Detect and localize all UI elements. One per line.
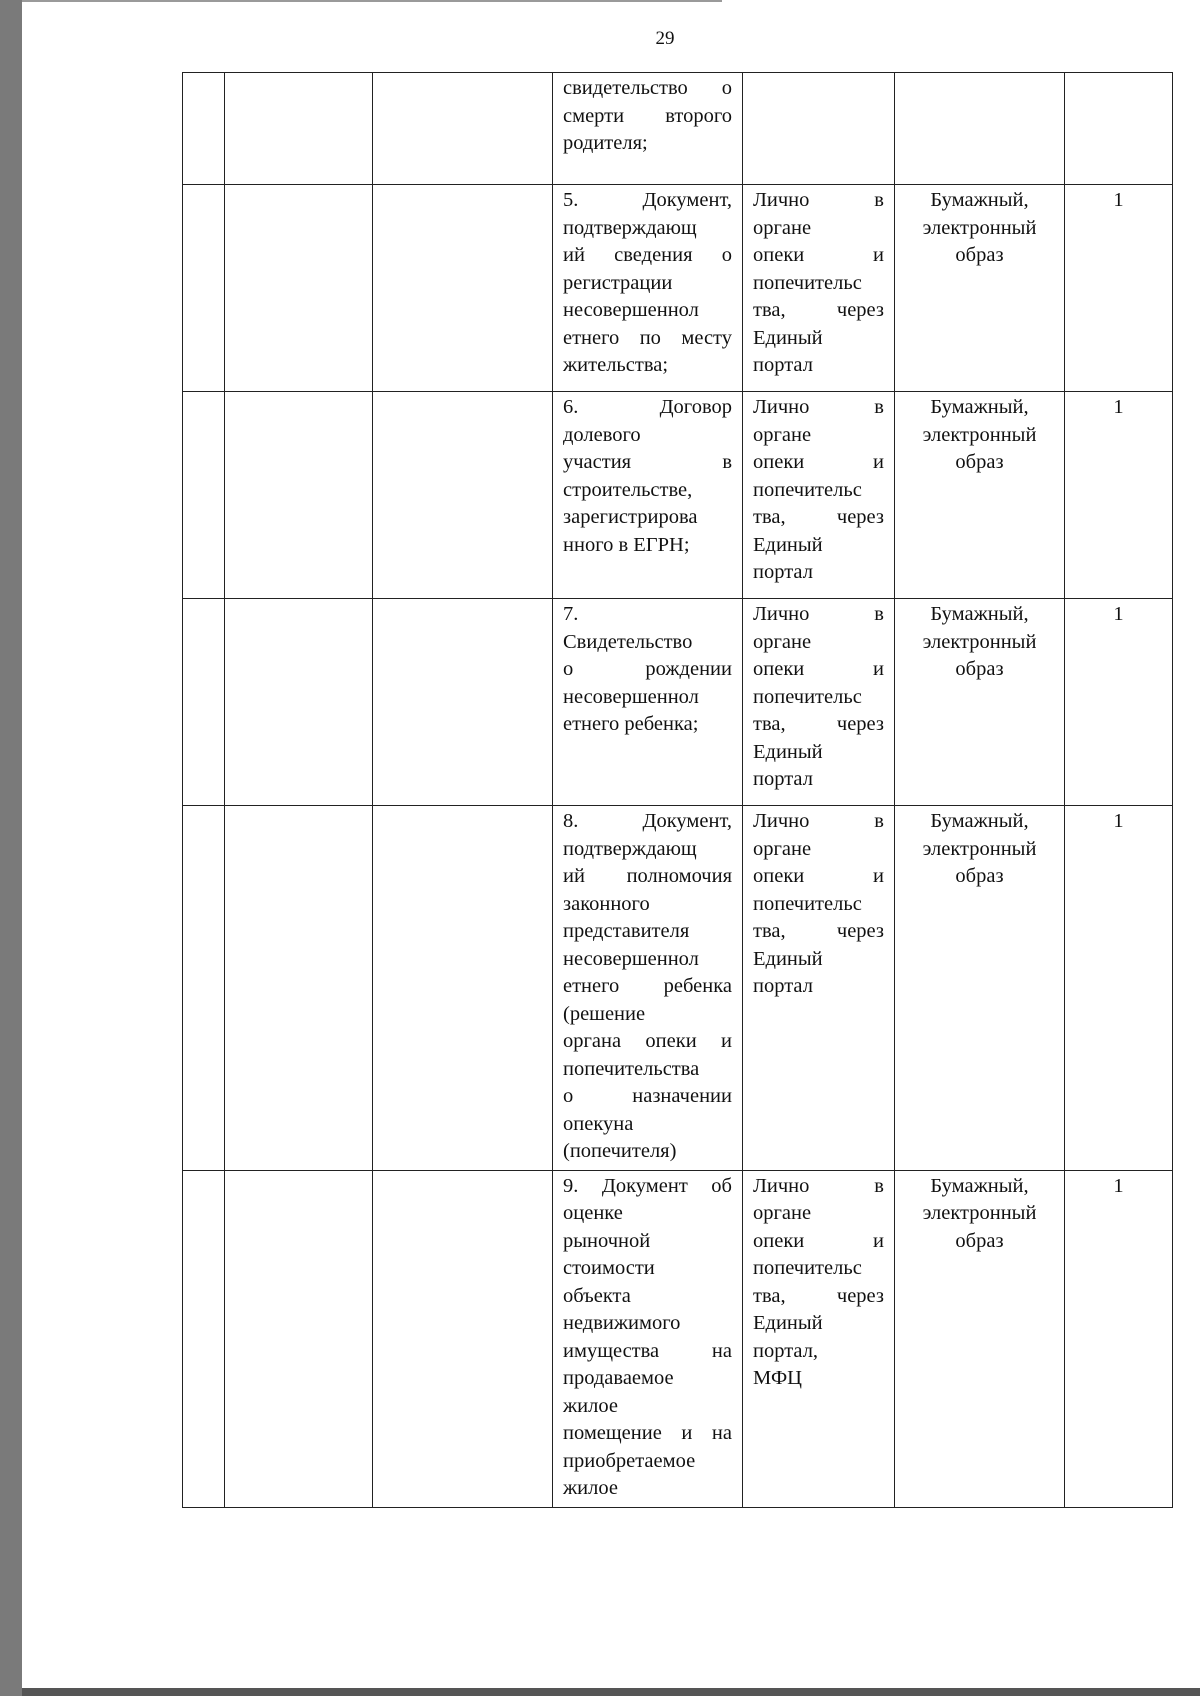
- form-line: электронный: [922, 1202, 1037, 1224]
- empty-cell-a: [183, 1170, 225, 1507]
- document-line: зарегистрирова: [563, 506, 698, 528]
- document-name-cell: [553, 806, 743, 1171]
- document-line: несовершеннол: [563, 947, 699, 970]
- document-line: законного: [563, 892, 650, 915]
- method-line: Лично в: [753, 810, 884, 832]
- document-line: несовершеннол: [563, 685, 699, 708]
- form-line: Бумажный,: [930, 189, 1029, 211]
- empty-cell-a: [183, 599, 225, 806]
- document-line: 8. Документ,: [563, 810, 732, 832]
- method-line: органе: [753, 837, 812, 860]
- document-name-cell: [553, 392, 743, 599]
- form-line: Бумажный,: [930, 810, 1029, 832]
- document-line: о назначении: [563, 1085, 732, 1107]
- document-line: органа опеки и: [563, 1030, 732, 1052]
- documents-table: [182, 72, 1173, 1508]
- document-line: объекта: [563, 1284, 631, 1307]
- method-line: опеки и: [753, 865, 884, 887]
- method-line: попечительс: [753, 271, 862, 294]
- empty-cell-c: [373, 392, 553, 599]
- document-line: представителя: [563, 920, 690, 942]
- method-line: портал: [753, 768, 813, 790]
- document-line: етнего ребенка;: [563, 713, 699, 735]
- document-name-cell: [553, 599, 743, 806]
- method-line: органе: [753, 630, 812, 653]
- submission-method-cell: [743, 1170, 895, 1507]
- method-line: Лично в: [753, 603, 884, 625]
- document-line: Свидетельство: [563, 630, 693, 653]
- method-line: органе: [753, 1202, 812, 1224]
- method-line: тва, через: [753, 506, 884, 528]
- document-line: долевого: [563, 423, 641, 446]
- method-line: портал: [753, 975, 813, 997]
- document-line: нного в ЕГРН;: [563, 533, 690, 556]
- page-number: 29: [655, 28, 675, 49]
- method-line: Единый: [753, 533, 823, 556]
- method-line: попечительс: [753, 1257, 862, 1279]
- document-line: рыночной: [563, 1229, 651, 1252]
- form-line: образ: [955, 244, 1004, 266]
- form-line: электронный: [922, 630, 1037, 653]
- table-row: [183, 599, 1173, 806]
- table-row: [183, 392, 1173, 599]
- document-line: ий сведения о: [563, 244, 732, 266]
- document-line: етнего ребенка: [563, 975, 732, 997]
- method-line: опеки и: [753, 1229, 884, 1252]
- method-line: Единый: [753, 1312, 823, 1334]
- empty-cell-b: [225, 392, 373, 599]
- form-line: Бумажный,: [930, 396, 1029, 418]
- method-line: попечительс: [753, 685, 862, 708]
- method-line: Единый: [753, 947, 823, 970]
- document-line: стоимости: [563, 1257, 655, 1279]
- document-name-cell: [553, 73, 743, 185]
- document-line: продаваемое: [563, 1367, 674, 1389]
- method-line: Лично в: [753, 1174, 884, 1197]
- document-form-cell: [895, 185, 1065, 392]
- document-line: 5. Документ,: [563, 189, 732, 211]
- document-form-cell: [895, 806, 1065, 1171]
- method-line: опеки и: [753, 244, 884, 266]
- form-line: Бумажный,: [930, 603, 1029, 625]
- empty-cell-a: [183, 392, 225, 599]
- empty-cell-a: [183, 73, 225, 185]
- document-line: (решение: [563, 1002, 646, 1025]
- form-line: образ: [955, 451, 1004, 473]
- form-line: образ: [955, 1229, 1004, 1252]
- empty-cell-b: [225, 185, 373, 392]
- document-line: строительстве,: [563, 478, 693, 501]
- form-line: электронный: [922, 216, 1037, 239]
- document-line: помещение и на: [563, 1422, 732, 1444]
- method-line: органе: [753, 216, 812, 239]
- document-line: жилое: [563, 1477, 618, 1499]
- document-form-cell: [895, 599, 1065, 806]
- copies-count-cell: 1: [1065, 806, 1173, 1171]
- empty-cell-b: [225, 806, 373, 1171]
- empty-cell-a: [183, 806, 225, 1171]
- document-line: смерти второго: [563, 104, 732, 127]
- document-name-cell: [553, 1170, 743, 1507]
- document-line: участия в: [563, 451, 732, 473]
- scan-margin-bottom: [22, 1688, 1200, 1696]
- submission-method-cell: [743, 599, 895, 806]
- document-line: опекуна: [563, 1112, 634, 1135]
- table-row: [183, 1170, 1173, 1507]
- form-line: электронный: [922, 837, 1037, 860]
- table-row: [183, 806, 1173, 1171]
- method-line: тва, через: [753, 299, 884, 321]
- form-line: образ: [955, 865, 1004, 887]
- document-line: попечительства: [563, 1057, 700, 1080]
- document-line: подтверждающ: [563, 837, 697, 860]
- copies-count-cell: [1065, 73, 1173, 185]
- empty-cell-c: [373, 73, 553, 185]
- method-line: МФЦ: [753, 1367, 802, 1389]
- empty-cell-b: [225, 599, 373, 806]
- method-line: портал,: [753, 1339, 819, 1362]
- empty-cell-c: [373, 806, 553, 1171]
- document-line: ий полномочия: [563, 865, 732, 887]
- copies-count-cell: 1: [1065, 392, 1173, 599]
- table-row: [183, 73, 1173, 185]
- scan-margin-left: [0, 0, 22, 1696]
- document-line: регистрации: [563, 271, 673, 294]
- copies-count-cell: 1: [1065, 185, 1173, 392]
- empty-cell-a: [183, 185, 225, 392]
- form-line: электронный: [922, 423, 1037, 446]
- document-name-cell: [553, 185, 743, 392]
- document-form-cell: [895, 392, 1065, 599]
- submission-method-cell: [743, 392, 895, 599]
- document-line: жительства;: [563, 354, 669, 376]
- method-line: портал: [753, 354, 813, 376]
- method-line: Единый: [753, 740, 823, 763]
- method-line: попечительс: [753, 478, 862, 501]
- document-line: родителя;: [563, 132, 648, 154]
- submission-method-cell: [743, 806, 895, 1171]
- method-line: Единый: [753, 326, 823, 349]
- method-line: органе: [753, 423, 812, 446]
- method-line: Лично в: [753, 189, 884, 211]
- document-line: несовершеннол: [563, 299, 699, 321]
- method-line: тва, через: [753, 1284, 884, 1307]
- copies-count-cell: 1: [1065, 599, 1173, 806]
- form-line: Бумажный,: [930, 1174, 1029, 1197]
- empty-cell-c: [373, 1170, 553, 1507]
- empty-cell-c: [373, 185, 553, 392]
- document-line: жилое: [563, 1394, 618, 1417]
- document-line: 6. Договор: [563, 396, 732, 418]
- method-line: портал: [753, 561, 813, 583]
- document-form-cell: [895, 73, 1065, 185]
- empty-cell-b: [225, 73, 373, 185]
- document-line: недвижимого: [563, 1312, 681, 1334]
- document-line: 9. Документ об: [563, 1174, 732, 1197]
- document-form-cell: [895, 1170, 1065, 1507]
- empty-cell-c: [373, 599, 553, 806]
- document-line: подтверждающ: [563, 216, 697, 239]
- method-line: попечительс: [753, 892, 862, 915]
- method-line: опеки и: [753, 451, 884, 473]
- method-line: опеки и: [753, 658, 884, 680]
- document-line: етнего по месту: [563, 326, 732, 349]
- method-line: Лично в: [753, 396, 884, 418]
- scan-edge-top: [22, 0, 722, 2]
- table-row: [183, 185, 1173, 392]
- submission-method-cell: [743, 73, 895, 185]
- method-line: тва, через: [753, 713, 884, 735]
- submission-method-cell: [743, 185, 895, 392]
- document-line: оценке: [563, 1202, 623, 1224]
- document-line: 7.: [563, 603, 579, 625]
- document-line: имущества на: [563, 1339, 732, 1362]
- document-line: свидетельство о: [563, 77, 732, 99]
- copies-count-cell: 1: [1065, 1170, 1173, 1507]
- document-line: приобретаемое: [563, 1449, 696, 1472]
- empty-cell-b: [225, 1170, 373, 1507]
- form-line: образ: [955, 658, 1004, 680]
- document-line: о рождении: [563, 658, 732, 680]
- document-line: (попечителя): [563, 1140, 677, 1162]
- method-line: тва, через: [753, 920, 884, 942]
